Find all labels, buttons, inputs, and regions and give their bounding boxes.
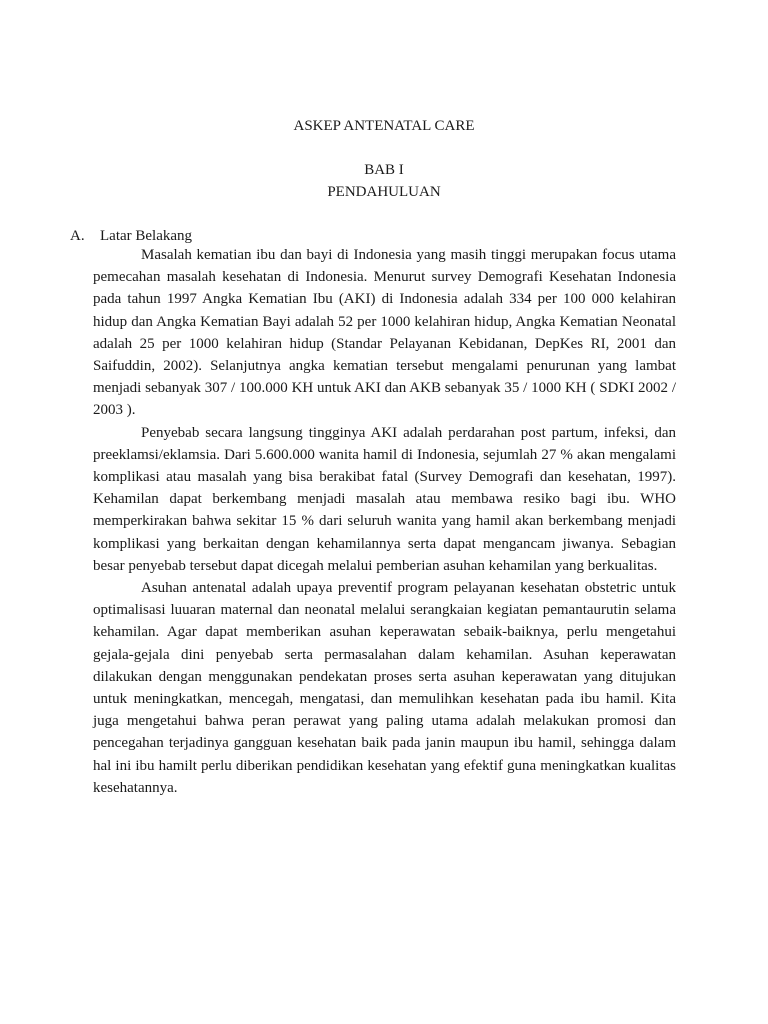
paragraph: Masalah kematian ibu dan bayi di Indonesia yang masih tinggi merupakan focus utama pemecahan masalah kesehatan di Indonesia. Menurut survey Demografi Kesehatan Indonesia pada tahun 1997 Angka Kematian Ibu (AKI) di Indonesia adalah 334 per 100 000 kelahiran hidup dan Angka Kematian Bayi adalah 52 per 1000 kelahiran hidup, Angka Kematian Neonatal adalah 25 per 1000 kelahiran hidup (Standar Pelayanan Kebidanan, DepKes RI, 2001 dan Saifuddin, 2002). Selanjutnya angka kematian tersebut mengalami penurunan yang lambat menjadi sebanyak 307 / 100.000 KH untuk AKI dan AKB sebanyak 35 / 1000 KH ( SDKI 2002 / 2003 ). xyxy=(93,247,676,419)
chapter-number: BAB I xyxy=(364,162,404,178)
body-text xyxy=(93,244,676,799)
chapter-title: PENDAHULUAN xyxy=(327,184,441,200)
paragraph: Asuhan antenatal adalah upaya preventif program pelayanan kesehatan obstetric untuk optimalisasi luuaran maternal dan neonatal melalui serangkaian kegiatan pemantaurutin selama kehamilan. Agar dapat memberikan asuhan keperawatan sebaik-baiknya, perlu mengetahui gejala-gejala dini penyebab serta permasalahan dalam kehamilan. Asuhan keperawatan dilakukan dengan menggunakan pendekatan proses serta asuhan keperawatan yang ditujukan untuk meningkatkan, mencegah, mengatasi, dan memulihkan kesehatan pada ibu hamil. Kita juga mengetahui bahwa peran perawat yang paling utama adalah melakukan promosi dan pencegahan terjadinya gangguan kesehatan baik pada janin maupun ibu hamil, sehingga dalam hal ini ibu hamilt perlu diberikan pendidikan kesehatan yang efektif guna meningkatkan kualitas kesehatannya. xyxy=(93,580,676,796)
document-title: ASKEP ANTENATAL CARE xyxy=(293,118,475,134)
section-heading-text: Latar Belakang xyxy=(100,228,193,244)
paragraph: Penyebab secara langsung tingginya AKI adalah perdarahan post partum, infeksi, dan preeklamsi/eklamsia. Dari 5.600.000 wanita hamil di Indonesia, sejumlah 27 % akan mengalami komplikasi atau masalah yang bisa berakibat fatal (Survey Demografi dan kesehatan, 1997). Kehamilan dapat berkembang menjadi masalah atau membawa resiko bagi ibu. WHO memperkirakan bahwa sekitar 15 % dari seluruh wanita yang hamil akan berkembang menjadi komplikasi yang berkaitan dengan kehamilannya serta dapat mengancam jiwanya. Sebagian besar penyebab tersebut dapat dicegah melalui pemberian asuhan kehamilan yang berkualitas. xyxy=(93,424,676,574)
section-letter: A. xyxy=(70,228,85,244)
